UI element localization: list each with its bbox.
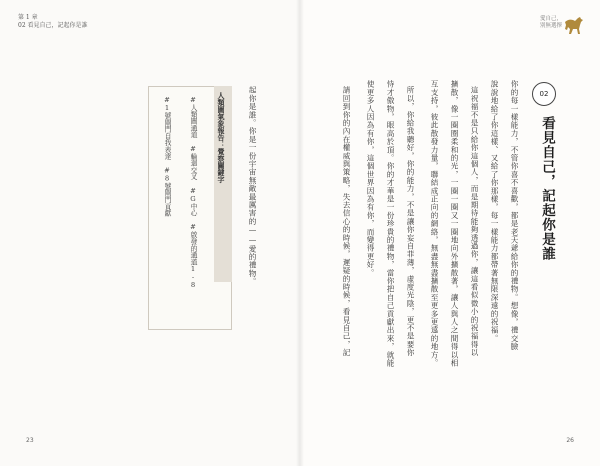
running-header-right [540, 16, 562, 30]
book-gutter [296, 0, 304, 466]
keyword-tags-col1: #人類圖通道 #輪迴交叉 #G中心 #啟發的通道1-8 [189, 96, 197, 290]
running-header-left [18, 14, 88, 30]
page-number-left: 23 [26, 437, 34, 444]
body-column-2: 說說地給了你這樣、又給了你那樣，每一樣能力都帶著無限深遠的祝福。 [490, 80, 499, 343]
body-column-5: 互支持，彼此散發力量，聯結成正向的網絡，無盡無盡擴散至更多更遠的地方。 [430, 80, 439, 367]
body-column-9: 請回到你的內在權威與策略，失去信心的時候，遲疑的時候，看見自己，記 [342, 86, 351, 357]
body-column-4: 擴散，像一圈圈柔和的光，一圈一圈又一圈地向外擴散著，讓人與人之間得以相 [450, 80, 459, 367]
section-label: 02 看見自己，記起你是誰 [18, 22, 88, 29]
body-column-1: 你的每一樣能力，不管你喜不喜歡，都是老天爺給你的禮物。想像，禮交臉 [510, 80, 519, 351]
book-title-line2: 別無選擇 [539, 23, 562, 29]
body-column-3: 這祝福不是只給你這個人，而是期待能夠透過你，讓這看似微小的祝福得以 [470, 86, 479, 357]
body-column-8: 使更多人因為有你，這個世界因為有你，而變得更好。 [366, 80, 375, 277]
horse-icon [562, 14, 586, 36]
chapter-number-badge: 02 [532, 82, 556, 106]
keyword-box-title: 人類圖氣象報告：覺察關鍵字 [217, 92, 225, 183]
body-column-6: 所以，你給我聽好，你的能力，不是讓你妄自菲薄，虛度光陰，更不是要你 [406, 86, 415, 357]
chapter-title: 看見自己，記起你是誰 [539, 116, 555, 261]
keyword-tags-col2: #1號閘門自我表達 #8號閘門貢獻 [163, 96, 171, 217]
page-number-right: 26 [566, 437, 574, 444]
left-body-column: 起你是誰。你是一份宇宙無敵最厲害的——愛的禮物。 [248, 86, 257, 286]
book-title-line1: 愛自己， [539, 16, 562, 22]
body-column-7: 恃才傲物，眼高於頂。你的才華是一份珍貴的禮物，當你把自己貢獻出來，就能 [386, 80, 395, 367]
chapter-label: 第 1 章 [18, 14, 38, 21]
